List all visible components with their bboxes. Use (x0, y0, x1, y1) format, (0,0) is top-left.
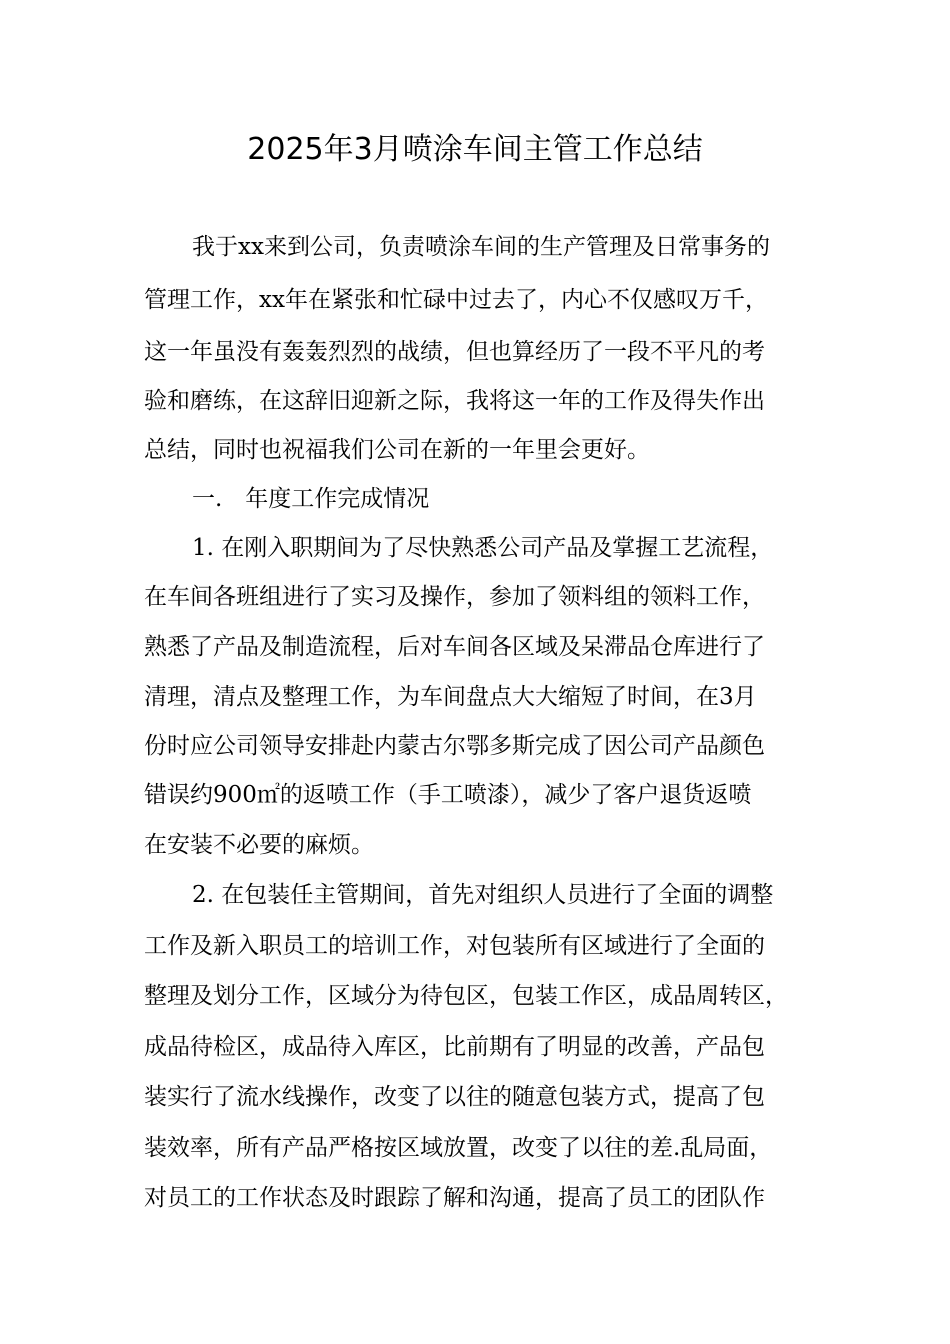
item-1-line-1: 1. 在刚入职期间为了尽快熟悉公司产品及掌握工艺流程， (192, 535, 774, 561)
paragraph-1-line-1: 我于xx来到公司，负责喷涂车间的生产管理及日常事务的 (192, 234, 770, 260)
paragraph-1-line-4: 验和磨练，在这辞旧迎新之际，我将这一年的工作及得失作出 (144, 388, 765, 414)
paragraph-1-line-3: 这一年虽没有轰轰烈烈的战绩，但也算经历了一段不平凡的考 (144, 339, 765, 365)
item-1-line-4: 清理，清点及整理工作，为车间盘点大大缩短了时间，在3月 (144, 684, 757, 710)
paragraph-1-line-2: 管理工作，xx年在紧张和忙碌中过去了，内心不仅感叹万千， (144, 287, 768, 313)
item-2-line-6: 装效率，所有产品严格按区域放置，改变了以往的差.乱局面， (144, 1135, 773, 1161)
item-1-line-5: 份时应公司领导安排赴内蒙古尔鄂多斯完成了因公司产品颜色 (144, 733, 765, 759)
paragraph-1-line-5: 总结，同时也祝福我们公司在新的一年里会更好。 (144, 437, 650, 463)
item-2-line-4: 成品待检区，成品待入库区，比前期有了明显的改善，产品包 (144, 1034, 765, 1060)
item-1-line-3: 熟悉了产品及制造流程，后对车间各区域及呆滞品仓库进行了 (144, 634, 765, 660)
item-1-line-2: 在车间各班组进行了实习及操作，参加了领料组的领料工作， (144, 584, 765, 610)
item-2-line-3: 整理及划分工作，区域分为待包区，包装工作区，成品周转区， (144, 983, 788, 1009)
item-2-line-5: 装实行了流水线操作，改变了以往的随意包装方式，提高了包 (144, 1084, 765, 1110)
item-2-line-1: 2. 在包装任主管期间，首先对组织人员进行了全面的调整 (192, 882, 774, 908)
section-heading: 一. 年度工作完成情况 (192, 486, 430, 512)
item-1-line-6: 错误约900㎡的返喷工作（手工喷漆），减少了客户退货返喷 (144, 782, 752, 808)
item-1-line-7: 在安装不必要的麻烦。 (144, 832, 374, 858)
item-2-line-2: 工作及新入职员工的培训工作，对包装所有区域进行了全面的 (144, 933, 765, 959)
document-title: 2025年3月喷涂车间主管工作总结 (247, 132, 703, 167)
item-2-line-7: 对员工的工作状态及时跟踪了解和沟通，提高了员工的团队作 (144, 1185, 765, 1211)
